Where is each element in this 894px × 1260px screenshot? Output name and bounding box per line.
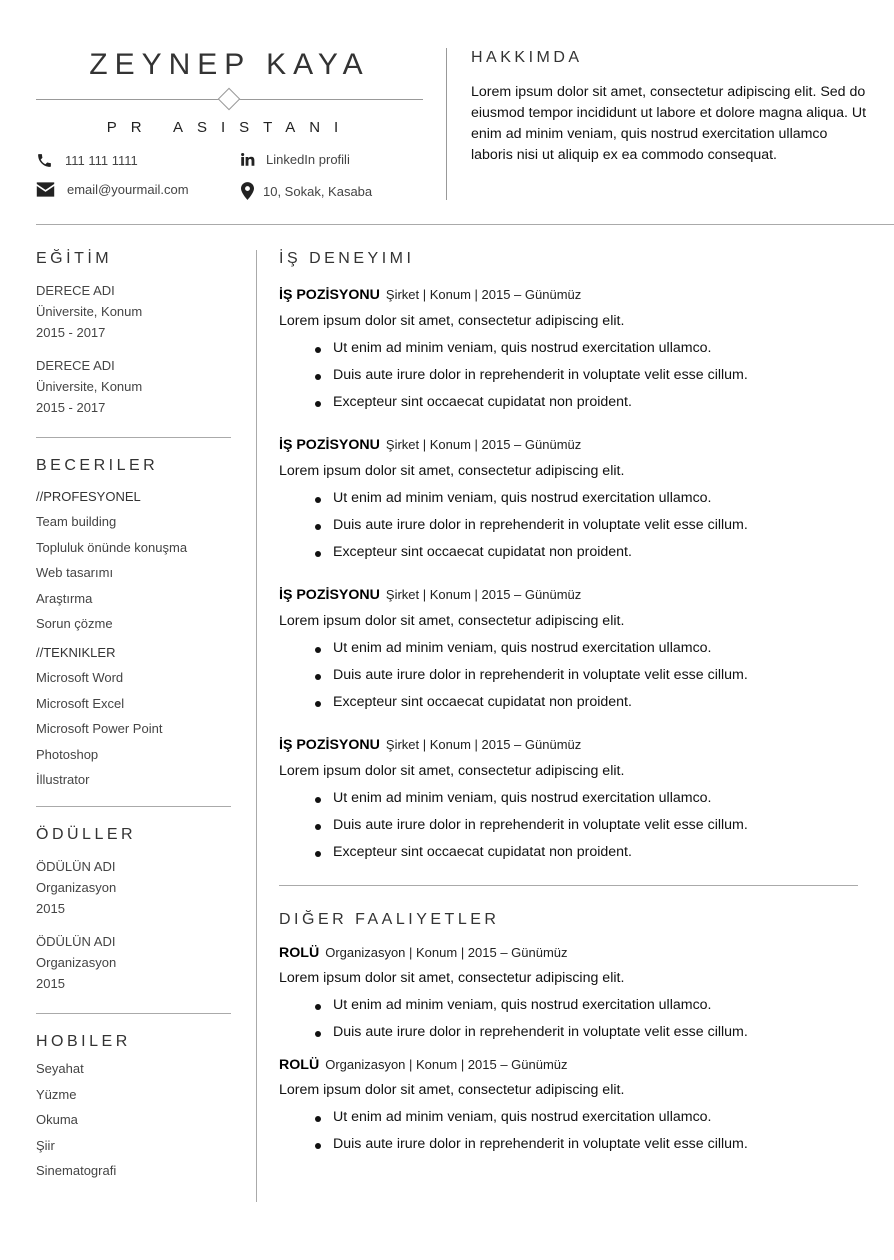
degree-name: DERECE ADI <box>36 283 115 298</box>
education-item <box>36 355 142 418</box>
role-bullet: Ut enim ad minim veniam, quis nostrud exercitation ullamco. <box>333 1109 712 1125</box>
role-name: ROLÜ <box>279 945 320 961</box>
job-position: İŞ POZİSYONU <box>279 437 380 453</box>
award-organization: Organizasyon <box>36 955 117 970</box>
professional-skills-label: //PROFESYONEL <box>36 489 141 504</box>
contact-email[interactable] <box>36 182 189 197</box>
contact-phone <box>36 152 138 169</box>
job-bullet: Excepteur sint occaecat cupidatat non proident. <box>333 844 632 860</box>
experience-title: İŞ DENEYIMI <box>279 250 415 267</box>
job-bullet: Excepteur sint occaecat cupidatat non proident. <box>333 394 632 410</box>
school-name: Üniversite, Konum <box>36 379 143 394</box>
about-text: Lorem ipsum dolor sit amet, consectetur adipiscing elit. Sed do eiusmod tempor incididunt ut labore et dolore magna aliqua. Ut enim ad minim veniam, quis nostrud exercitation ullamco laboris nisi ut aliquip ex ea commodo consequat. <box>471 84 867 163</box>
job-summary: Lorem ipsum dolor sit amet, consectetur adipiscing elit. <box>279 463 625 479</box>
envelope-icon <box>36 182 55 197</box>
job-bullet: Duis aute irure dolor in reprehenderit in voluptate velit esse cillum. <box>333 817 748 833</box>
job-summary: Lorem ipsum dolor sit amet, consectetur adipiscing elit. <box>279 313 625 329</box>
job-position: İŞ POZİSYONU <box>279 737 380 753</box>
skill-item: Photoshop <box>36 747 99 762</box>
role-heading <box>279 945 568 961</box>
job-bullet: Excepteur sint occaecat cupidatat non proident. <box>333 544 632 560</box>
role-heading <box>279 1057 568 1073</box>
awards-title: ÖDÜLLER <box>36 826 137 843</box>
skill-item: İllustrator <box>36 772 90 787</box>
phone-number: 111 111 1111 <box>65 153 138 168</box>
job-bullet: Ut enim ad minim veniam, quis nostrud exercitation ullamco. <box>333 640 712 656</box>
job-bullet: Ut enim ad minim veniam, quis nostrud exercitation ullamco. <box>333 790 712 806</box>
diamond-ornament <box>218 88 241 111</box>
role-name: ROLÜ <box>279 1057 320 1073</box>
map-pin-icon <box>241 182 254 200</box>
job-bullet: Ut enim ad minim veniam, quis nostrud exercitation ullamco. <box>333 490 712 506</box>
skill-item: Sorun çözme <box>36 616 113 631</box>
header-divider <box>36 224 894 225</box>
technical-skills-label: //TEKNIKLER <box>36 645 116 660</box>
hobby-item: Şiir <box>36 1138 55 1153</box>
skill-item: Microsoft Power Point <box>36 721 163 736</box>
hobby-item: Seyahat <box>36 1061 84 1076</box>
address-text: 10, Sokak, Kasaba <box>263 183 373 199</box>
job-position: İŞ POZİSYONU <box>279 287 380 303</box>
award-name: ÖDÜLÜN ADI <box>36 934 116 949</box>
job-details: Şirket | Konum | 2015 – Günümüz <box>385 587 582 602</box>
column-divider <box>256 250 257 1202</box>
skill-item: Web tasarımı <box>36 565 114 580</box>
experience-divider <box>279 885 858 886</box>
skill-item: Topluluk önünde konuşma <box>36 540 188 555</box>
other-activities-title: DIĞER FAALIYETLER <box>279 911 500 928</box>
skill-item: Araştırma <box>36 591 93 606</box>
education-title: EĞİTİM <box>36 250 113 267</box>
job-bullet: Duis aute irure dolor in reprehenderit in voluptate velit esse cillum. <box>333 517 748 533</box>
awards-divider <box>36 1013 231 1014</box>
education-years: 2015 - 2017 <box>36 400 106 415</box>
contact-linkedin[interactable] <box>240 152 350 167</box>
role-summary: Lorem ipsum dolor sit amet, consectetur adipiscing elit. <box>279 1082 625 1098</box>
contact-address <box>241 182 372 200</box>
role-summary: Lorem ipsum dolor sit amet, consectetur adipiscing elit. <box>279 970 625 986</box>
job-bullet: Duis aute irure dolor in reprehenderit in voluptate velit esse cillum. <box>333 367 748 383</box>
education-divider <box>36 437 231 438</box>
award-item <box>36 931 116 994</box>
job-position: İŞ POZİSYONU <box>279 587 380 603</box>
job-bullet: Excepteur sint occaecat cupidatat non proident. <box>333 694 632 710</box>
candidate-name: ZEYNEP KAYA <box>89 48 370 81</box>
hobbies-title: HOBILER <box>36 1033 131 1050</box>
role-bullet: Duis aute irure dolor in reprehenderit in voluptate velit esse cillum. <box>333 1024 748 1040</box>
award-year: 2015 <box>36 976 65 991</box>
hobby-item: Yüzme <box>36 1087 77 1102</box>
job-details: Şirket | Konum | 2015 – Günümüz <box>385 437 582 452</box>
role-bullet: Duis aute irure dolor in reprehenderit in voluptate velit esse cillum. <box>333 1136 748 1152</box>
award-organization: Organizasyon <box>36 880 117 895</box>
award-item <box>36 856 116 919</box>
job-heading <box>279 437 581 453</box>
job-title: PR ASISTANI <box>106 119 353 136</box>
about-title: HAKKIMDA <box>471 49 583 66</box>
education-item <box>36 280 142 343</box>
award-year: 2015 <box>36 901 65 916</box>
skill-item: Microsoft Excel <box>36 696 125 711</box>
job-summary: Lorem ipsum dolor sit amet, consectetur adipiscing elit. <box>279 763 625 779</box>
award-name: ÖDÜLÜN ADI <box>36 859 116 874</box>
skills-divider <box>36 806 231 807</box>
job-heading <box>279 287 581 303</box>
job-heading <box>279 737 581 753</box>
job-bullet: Duis aute irure dolor in reprehenderit in voluptate velit esse cillum. <box>333 667 748 683</box>
email-address: email@yourmail.com <box>67 182 189 197</box>
education-years: 2015 - 2017 <box>36 325 106 340</box>
skill-item: Microsoft Word <box>36 670 124 685</box>
skill-item: Team building <box>36 514 117 529</box>
hobby-item: Sinematografi <box>36 1163 117 1178</box>
job-bullet: Ut enim ad minim veniam, quis nostrud exercitation ullamco. <box>333 340 712 356</box>
phone-icon <box>36 152 53 169</box>
skills-title: BECERILER <box>36 457 159 474</box>
job-details: Şirket | Konum | 2015 – Günümüz <box>385 287 582 302</box>
header-vertical-divider <box>446 48 447 200</box>
school-name: Üniversite, Konum <box>36 304 143 319</box>
job-summary: Lorem ipsum dolor sit amet, consectetur adipiscing elit. <box>279 613 625 629</box>
job-details: Şirket | Konum | 2015 – Günümüz <box>385 737 582 752</box>
role-bullet: Ut enim ad minim veniam, quis nostrud exercitation ullamco. <box>333 997 712 1013</box>
role-details: Organizasyon | Konum | 2015 – Günümüz <box>325 945 568 960</box>
linkedin-icon <box>240 152 255 167</box>
job-heading <box>279 587 581 603</box>
degree-name: DERECE ADI <box>36 358 115 373</box>
role-details: Organizasyon | Konum | 2015 – Günümüz <box>325 1057 568 1072</box>
linkedin-label: LinkedIn profili <box>266 152 350 167</box>
hobby-item: Okuma <box>36 1112 78 1127</box>
